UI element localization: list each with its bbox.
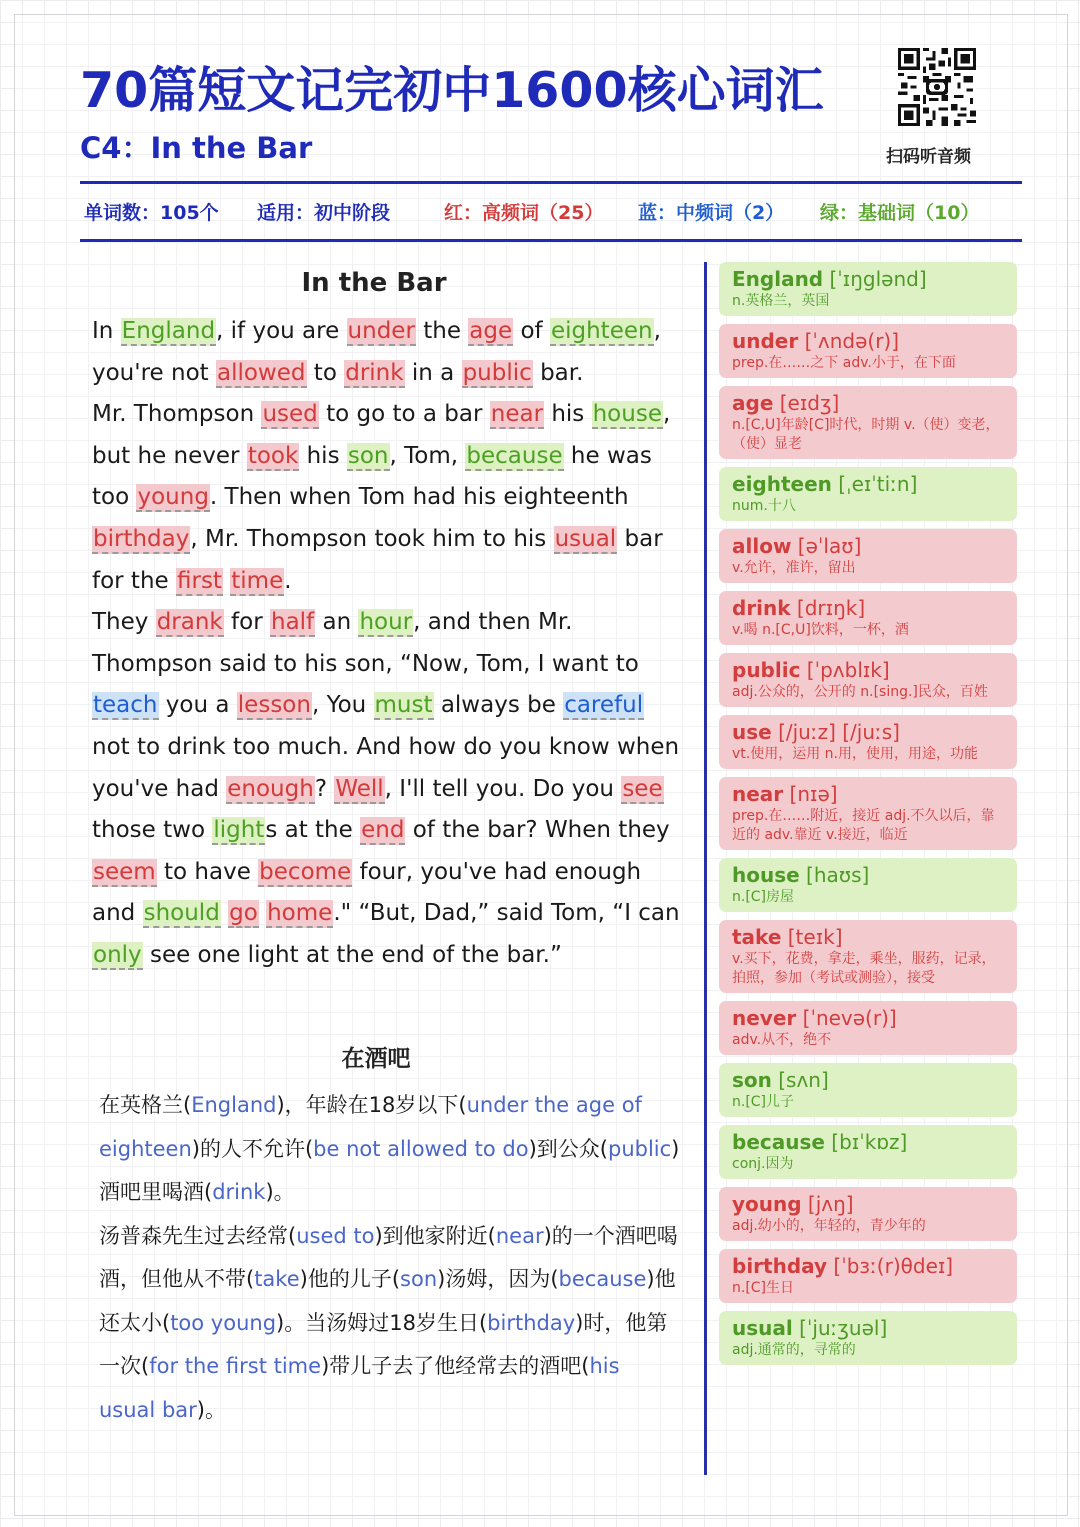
vocab-word: take <box>732 925 782 949</box>
vocab-definition: v.允许，准许，留出 <box>732 560 856 576</box>
stats-bar <box>84 198 1024 228</box>
level-info: 适用：初中阶段 <box>257 202 391 224</box>
text-run: . Then when Tom had his eighteenth <box>209 484 629 511</box>
text-run: four, you've had enough and <box>92 858 642 927</box>
highlighted-word: drink <box>345 359 404 386</box>
vocab-definition: v.买下，花费，拿走，乘坐，服药，记录，拍照，参加（考试或测验），接受 <box>732 951 996 986</box>
vocab-definition: vt.使用，运用 n.用，使用，用途，功能 <box>732 746 978 762</box>
vocab-definition: n.[C,U]年龄[C]时代，时期 v.（使）变老，（使）显老 <box>732 417 1000 452</box>
vocab-word: drink <box>732 596 791 620</box>
vocab-headword <box>732 533 1007 559</box>
highlighted-word: light <box>213 817 265 844</box>
text-run: ? <box>314 775 335 802</box>
text-run: , I'll tell you. Do you <box>384 775 622 802</box>
text-run: 在英格兰( <box>99 1093 192 1117</box>
vocab-card[interactable] <box>719 715 1017 769</box>
vocab-word: public <box>732 658 801 682</box>
text-run: the <box>415 318 469 344</box>
highlighted-word: time <box>231 567 284 594</box>
vocab-list <box>719 262 1017 1373</box>
english-gloss: under the age of eighteen <box>99 1093 642 1161</box>
vocab-headword <box>732 862 1007 888</box>
highlighted-word: usual <box>554 525 617 552</box>
highlighted-word: near <box>490 401 544 428</box>
english-gloss: birthday <box>487 1310 576 1335</box>
vocab-headword <box>732 328 1007 354</box>
text-run: to go to a bar <box>318 401 490 428</box>
vocab-definition: adj.幼小的，年轻的，青少年的 <box>732 1218 926 1234</box>
text-run: of <box>513 318 550 344</box>
highlighted-word: first <box>177 567 222 594</box>
text-run: )酒吧里喝酒( <box>99 1136 680 1204</box>
vocab-phonetic: [haʊs] <box>799 863 870 887</box>
vocab-card[interactable] <box>719 591 1017 645</box>
chinese-translation <box>72 1084 682 1432</box>
vocab-definition: prep.在……附近，接近 adj.不久以后，靠近的 adv.靠近 v.接近，临近 <box>732 808 995 843</box>
vocab-word: England <box>732 267 824 291</box>
vocab-definition: v.喝 n.[C,U]饮料，一杯，酒 <box>732 622 909 638</box>
english-gloss: near <box>495 1223 544 1248</box>
vocab-card[interactable] <box>719 529 1017 583</box>
text-run: s at the <box>265 817 361 844</box>
text-run: 汤普森先生过去经常( <box>99 1223 297 1248</box>
english-story <box>65 311 685 977</box>
vocab-card[interactable] <box>719 1311 1017 1365</box>
text-run: in a <box>404 359 462 386</box>
english-gloss: for the first time <box>149 1354 322 1378</box>
vocab-headword <box>732 924 1007 950</box>
highlighted-word: took <box>247 442 299 469</box>
vocab-word: under <box>732 329 799 353</box>
text-run: bar. <box>532 359 584 386</box>
english-gloss: drink <box>212 1180 266 1204</box>
highlighted-word: drank <box>156 609 223 636</box>
vocab-phonetic: [ˈpʌblɪk] <box>800 658 890 682</box>
vocab-headword <box>732 781 1007 807</box>
text-run: always be <box>433 692 564 719</box>
text-run: In <box>92 318 121 344</box>
vocab-headword <box>732 1191 1007 1217</box>
vocab-word: use <box>732 720 772 744</box>
word-count: 单词数：105个 <box>84 202 219 224</box>
vocab-card[interactable] <box>719 386 1017 459</box>
text-run: )他的儿子( <box>299 1267 401 1291</box>
highlighted-word: home <box>267 900 333 927</box>
english-gloss: England <box>191 1093 277 1117</box>
highlighted-word: go <box>229 900 258 927</box>
legend-green: 绿：基础词（10） <box>820 202 980 224</box>
vocab-phonetic: [ˈʌndə(r)] <box>798 329 900 353</box>
vocab-definition: adv.从不，绝不 <box>732 1032 832 1048</box>
text-run: )到公众( <box>528 1136 608 1161</box>
text-run: , and then Mr. Thompson said to his son, “Now, Tom, I want to <box>92 609 639 677</box>
vocab-phonetic: [ˈbɜː(r)θdeɪ] <box>827 1254 954 1278</box>
vocab-phonetic: [sʌn] <box>771 1068 829 1092</box>
vocab-card[interactable] <box>719 1249 1017 1303</box>
highlighted-word: allowed <box>216 359 306 386</box>
vocab-definition: adj.通常的，寻常的 <box>732 1342 856 1358</box>
vocab-phonetic: [ˌeɪˈtiːn] <box>831 472 918 496</box>
vocab-definition: conj.因为 <box>732 1156 794 1172</box>
vocab-phonetic: [əˈlaʊ] <box>791 534 862 558</box>
vocab-phonetic: [bɪˈkɒz] <box>824 1130 908 1154</box>
highlighted-word: because <box>466 442 563 469</box>
vocab-phonetic: [teɪk] <box>781 925 843 949</box>
text-run: )他还太小( <box>99 1267 676 1335</box>
vocab-headword <box>732 595 1007 621</box>
text-run: . <box>284 567 292 594</box>
text-run <box>221 900 228 926</box>
vocab-card[interactable] <box>719 920 1017 993</box>
vocab-word: house <box>732 863 800 887</box>
translation-paragraph-2 <box>72 1215 682 1433</box>
vocab-definition: prep.在……之下 adv.小于，在下面 <box>732 355 956 371</box>
text-run: , but he never <box>92 401 671 469</box>
text-run: )时，他第一次( <box>99 1310 668 1378</box>
text-run: , You <box>311 692 374 719</box>
highlighted-word: enough <box>227 775 314 802</box>
vocab-card[interactable] <box>719 1187 1017 1241</box>
text-run: ." “But, Dad,” said Tom, “I can <box>333 900 680 927</box>
highlighted-word: should <box>143 900 220 927</box>
vocab-word: allow <box>732 534 792 558</box>
vocab-headword <box>732 266 1007 292</box>
highlighted-word: son <box>347 442 389 469</box>
text-run: his <box>299 442 347 469</box>
english-gloss: his usual bar <box>99 1354 620 1422</box>
english-gloss: because <box>558 1267 647 1291</box>
vocab-word: birthday <box>732 1254 828 1278</box>
vocab-card[interactable] <box>719 1063 1017 1117</box>
highlighted-word: eighteen <box>550 318 653 344</box>
vocab-definition: n.英格兰，英国 <box>732 293 830 309</box>
text-run: those two <box>92 817 213 844</box>
vocab-phonetic: [ˈɪŋglənd] <box>823 267 927 291</box>
text-run: to have <box>156 858 259 885</box>
qr-code[interactable] <box>898 48 976 126</box>
column-divider <box>704 262 707 1475</box>
vocab-word: age <box>732 391 774 415</box>
vocab-word: because <box>732 1130 825 1154</box>
english-gloss: public <box>607 1136 672 1161</box>
vocab-definition: adj.公众的，公开的 n.[sing.]民众，百姓 <box>732 684 988 700</box>
highlighted-word: end <box>361 817 405 844</box>
vocab-headword <box>732 1067 1007 1093</box>
vocab-card[interactable] <box>719 777 1017 850</box>
lesson-subtitle: C4：In the Bar <box>80 131 313 165</box>
vocab-card[interactable] <box>719 1001 1017 1055</box>
vocab-definition: n.[C]房屋 <box>732 889 795 905</box>
vocab-phonetic: [/juːz] [/juːs] <box>771 720 900 744</box>
highlighted-word: careful <box>564 692 644 719</box>
text-run: )带儿子去了他经常去的酒吧( <box>321 1354 590 1378</box>
vocab-word: usual <box>732 1316 793 1340</box>
text-run: an <box>315 609 359 636</box>
text-run: he was too <box>92 442 652 511</box>
text-run <box>259 900 266 926</box>
vocab-word: eighteen <box>732 472 832 496</box>
text-run: , you're not <box>92 318 661 386</box>
translation-paragraph-1 <box>72 1084 682 1215</box>
text-run: )。 <box>265 1180 295 1204</box>
highlighted-word: age <box>469 318 513 344</box>
highlighted-word: under <box>347 318 415 344</box>
vocab-headword <box>732 1253 1007 1279</box>
highlighted-word: half <box>271 609 315 636</box>
story-paragraph-3 <box>65 602 685 976</box>
vocab-card[interactable] <box>719 1125 1017 1179</box>
vocab-headword <box>732 719 1007 745</box>
vocab-word: young <box>732 1192 802 1216</box>
highlighted-word: only <box>93 941 142 968</box>
highlighted-word: young <box>137 484 209 511</box>
english-gloss: used to <box>296 1223 375 1248</box>
text-run: to <box>306 359 345 386</box>
legend-red: 红：高频词（25） <box>444 202 604 224</box>
highlighted-word: seem <box>93 858 156 885</box>
story-paragraph-2 <box>65 394 685 602</box>
vocab-headword <box>732 471 1007 497</box>
vocab-phonetic: [nɪə] <box>783 782 838 806</box>
vocab-word: never <box>732 1006 797 1030</box>
vocab-headword <box>732 1129 1007 1155</box>
vocab-phonetic: [ˈjuːʒuəl] <box>792 1316 888 1340</box>
vocab-headword <box>732 390 1007 416</box>
text-run: )。当汤姆过18岁生日( <box>276 1310 488 1335</box>
vocab-headword <box>732 1005 1007 1031</box>
vocab-card[interactable] <box>719 467 1017 521</box>
page-title: 70篇短文记完初中1600核心词汇 <box>80 62 824 119</box>
english-gloss: take <box>254 1267 300 1291</box>
highlighted-word: public <box>462 359 532 386</box>
text-run: for <box>223 609 270 636</box>
text-run: you a <box>158 692 237 719</box>
vocab-phonetic: [ˈnevə(r)] <box>796 1006 897 1030</box>
vocab-phonetic: [drɪŋk] <box>790 596 866 620</box>
vocab-definition: n.[C]儿子 <box>732 1094 795 1110</box>
highlighted-word: house <box>592 401 662 428</box>
highlighted-word: England <box>121 318 216 344</box>
text-run: , Mr. Thompson took him to his <box>190 525 554 552</box>
english-gloss: too young <box>170 1310 277 1335</box>
vocab-card[interactable] <box>719 262 1017 316</box>
vocab-card[interactable] <box>719 324 1017 378</box>
english-gloss: son <box>400 1267 438 1291</box>
translation-title: 在酒吧 <box>341 1046 411 1072</box>
vocab-word: son <box>732 1068 772 1092</box>
highlighted-word: teach <box>93 692 158 719</box>
vocab-word: near <box>732 782 784 806</box>
qr-caption: 扫码听音频 <box>886 147 971 167</box>
text-run: see one light at the end of the bar.” <box>142 941 562 968</box>
highlighted-word: hour <box>359 609 413 636</box>
text-run: bar for the <box>92 525 663 594</box>
vocab-definition: num.十八 <box>732 498 796 514</box>
header-divider-bottom <box>80 239 1022 242</box>
vocab-headword <box>732 1315 1007 1341</box>
highlighted-word: birthday <box>93 525 190 552</box>
text-run: of the bar? When they <box>405 817 670 844</box>
highlighted-word: see <box>622 775 663 802</box>
text-run: Mr. Thompson <box>92 401 262 428</box>
story-paragraph-1 <box>65 311 685 394</box>
text-run: )汤姆，因为( <box>437 1267 559 1291</box>
text-run: not to drink too much. And how do you know when you've had <box>92 733 680 802</box>
text-run: )到他家附近( <box>374 1223 496 1248</box>
highlighted-word: Well <box>335 775 384 802</box>
vocab-card[interactable] <box>719 858 1017 912</box>
vocab-headword <box>732 657 1007 683</box>
highlighted-word: become <box>259 858 352 885</box>
vocab-phonetic: [jʌŋ] <box>801 1192 854 1216</box>
legend-blue: 蓝：中频词（2） <box>638 202 785 224</box>
text-run: , if you are <box>216 318 347 344</box>
text-run: )的人不允许( <box>191 1136 314 1161</box>
story-title: In the Bar <box>301 268 447 298</box>
vocab-phonetic: [eɪdʒ] <box>773 391 840 415</box>
highlighted-word: used <box>262 401 318 428</box>
text-run: )。 <box>196 1397 226 1422</box>
highlighted-word: lesson <box>237 692 311 719</box>
text-run: )，年龄在18岁以下( <box>276 1093 467 1117</box>
text-run: They <box>92 609 156 636</box>
text-run: his <box>544 401 592 428</box>
text-run: , Tom, <box>389 442 466 469</box>
vocab-definition: n.[C]生日 <box>732 1280 795 1296</box>
highlighted-word: must <box>374 692 433 719</box>
english-gloss: be not allowed to do <box>313 1136 529 1161</box>
vocab-card[interactable] <box>719 653 1017 707</box>
text-run: )的一个酒吧喝酒，但他从不带( <box>99 1223 678 1291</box>
header-divider-top <box>80 181 1022 184</box>
